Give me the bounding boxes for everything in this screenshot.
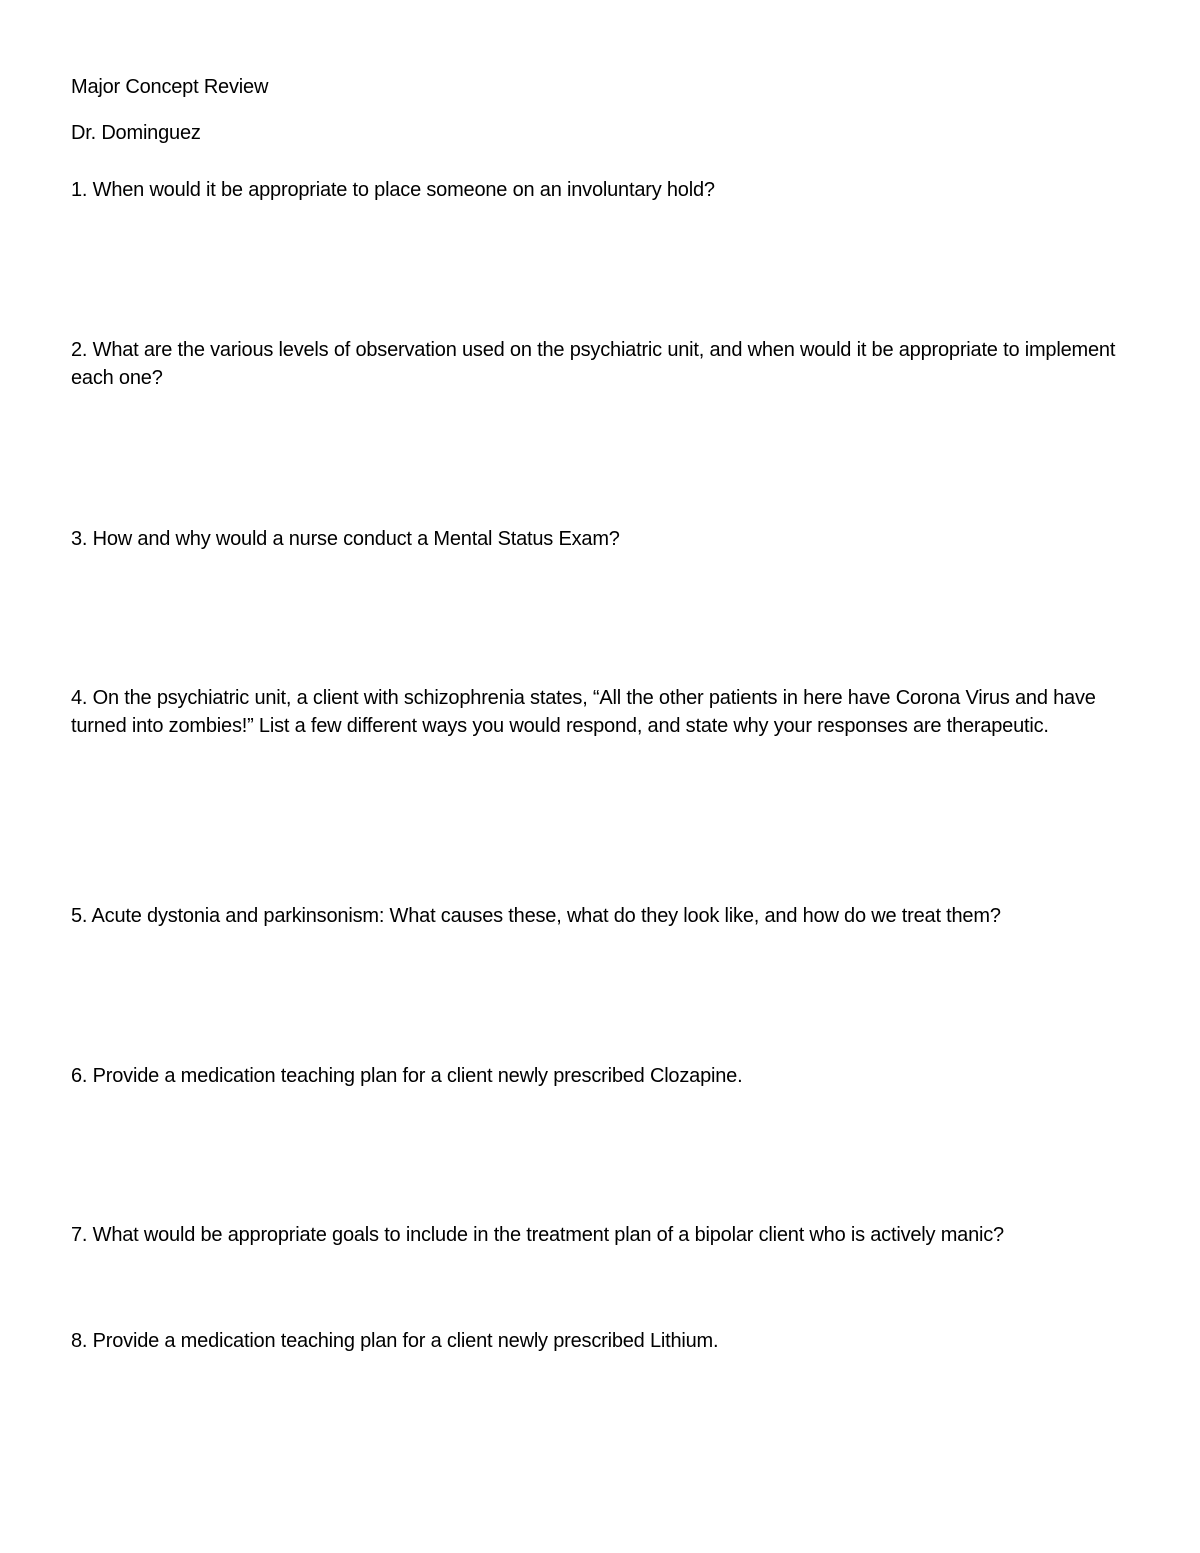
question-5: 5. Acute dystonia and parkinsonism: What causes these, what do they look like, and how do we treat them? <box>71 905 1001 927</box>
question-1: 1. When would it be appropriate to place someone on an involuntary hold? <box>71 179 715 201</box>
question-6: 6. Provide a medication teaching plan for a client newly prescribed Clozapine. <box>71 1065 743 1087</box>
question-8: 8. Provide a medication teaching plan for a client newly prescribed Lithium. <box>71 1330 719 1352</box>
question-4: 4. On the psychiatric unit, a client with schizophrenia states, “All the other patients in here have Corona Virus and have turned into zombies!” List a few different ways you would respond, and state why your responses are therapeutic. <box>71 687 1096 737</box>
document-author: Dr. Dominguez <box>71 122 201 144</box>
question-3: 3. How and why would a nurse conduct a Mental Status Exam? <box>71 528 620 550</box>
question-2: 2. What are the various levels of observation used on the psychiatric unit, and when would it be appropriate to implement each one? <box>71 339 1116 389</box>
question-7: 7. What would be appropriate goals to include in the treatment plan of a bipolar client who is actively manic? <box>71 1224 1004 1246</box>
document-title: Major Concept Review <box>71 76 269 98</box>
